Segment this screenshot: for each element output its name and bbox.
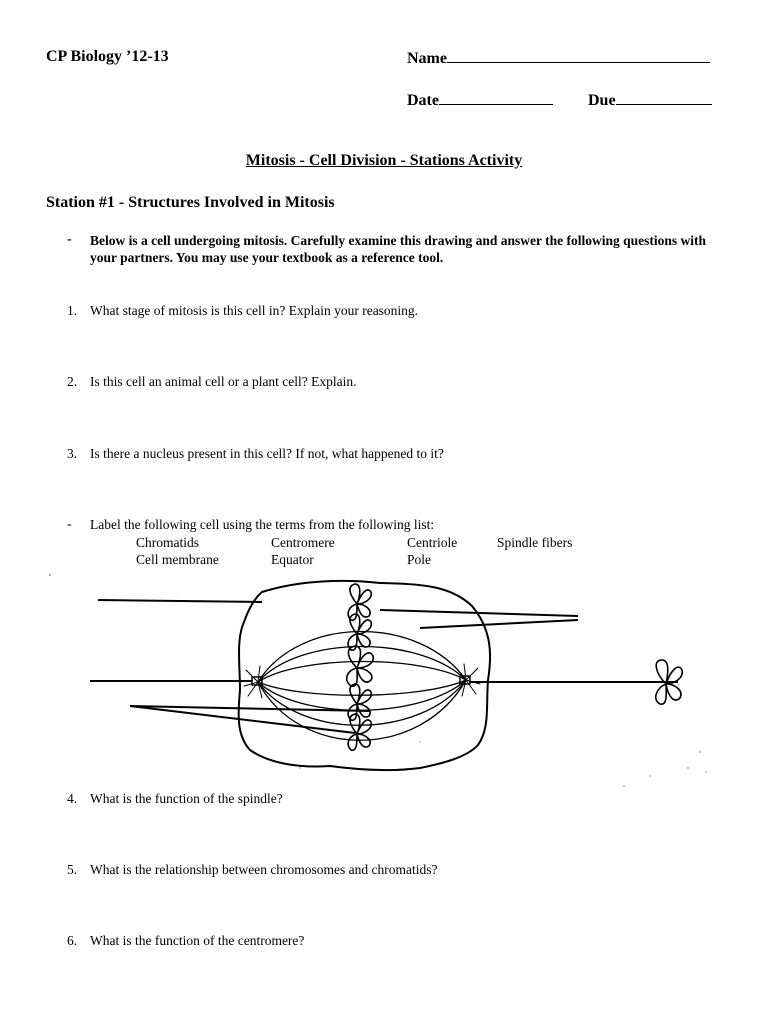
question-number: 3. [67, 446, 78, 461]
question-text: What is the relationship between chromosomes and chromatids? [90, 862, 438, 877]
question-number: 4. [67, 791, 78, 806]
question-number: 6. [67, 933, 78, 948]
term-centromere: Centromere [271, 535, 335, 550]
instructions-text: Below is a cell undergoing mitosis. Carefully examine this drawing and answer the following questions with your partners. You may use your textbook as a reference tool. [90, 233, 707, 265]
due-label: Due [588, 92, 616, 109]
page-title: Mitosis - Cell Division - Stations Activity [245, 152, 523, 169]
course-label: CP Biology ’12-13 [46, 48, 169, 65]
name-label: Name [407, 50, 447, 67]
question-number: 1. [67, 303, 78, 318]
question-number: 5. [67, 862, 78, 877]
question-number: 2. [67, 374, 78, 389]
label-task-text: Label the following cell using the terms from the following list: [90, 517, 435, 532]
term-spindle-fibers: Spindle fibers [497, 535, 573, 550]
date-label: Date [407, 92, 439, 109]
question-text: What is the function of the spindle? [90, 791, 283, 806]
term-chromatids: Chromatids [136, 535, 199, 550]
term-centriole: Centriole [407, 535, 458, 550]
station-heading: Station #1 - Structures Involved in Mitosis [46, 194, 335, 211]
term-cell-membrane: Cell membrane [136, 552, 219, 567]
term-pole: Pole [407, 552, 432, 567]
instructions-bullet: - [67, 232, 72, 247]
question-text: What is the function of the centromere? [90, 933, 305, 948]
question-text: What stage of mitosis is this cell in? Explain your reasoning. [90, 303, 419, 318]
question-text: Is there a nucleus present in this cell? If not, what happened to it? [90, 446, 444, 461]
label-task-bullet: - [67, 517, 72, 532]
question-text: Is this cell an animal cell or a plant cell? Explain. [90, 374, 357, 389]
label-leader-lines [90, 600, 678, 733]
cell-membrane [239, 581, 491, 770]
term-equator: Equator [271, 552, 314, 567]
